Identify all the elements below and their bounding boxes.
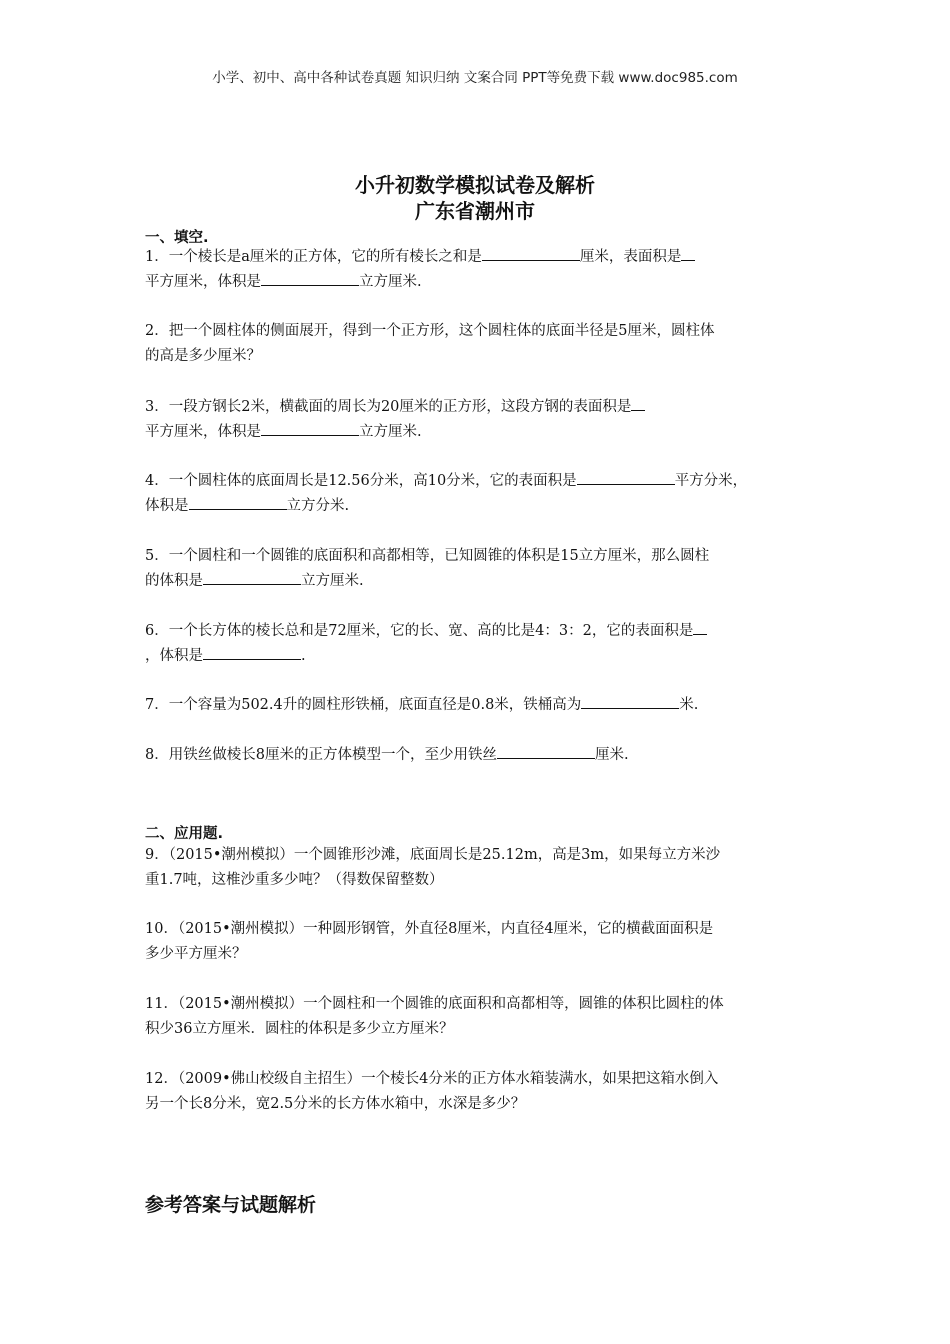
question-line: 体积是 立方分米. — [145, 494, 817, 519]
question-line: 的高是多少厘米？ — [145, 348, 261, 364]
question-line: 积少36立方厘米．圆柱的体积是多少立方厘米？ — [145, 1021, 454, 1037]
answer-blank[interactable] — [482, 246, 580, 261]
answer-blank[interactable] — [203, 645, 301, 660]
answer-blank[interactable] — [681, 246, 695, 261]
question-9 — [145, 843, 817, 893]
question-5 — [145, 544, 817, 594]
question-10 — [145, 917, 817, 967]
question-3 — [145, 395, 817, 445]
question-8 — [145, 743, 817, 768]
question-line: 7．一个容量为502.4升的圆柱形铁桶，底面直径是0.8米，铁桶高为 米. — [145, 693, 817, 718]
question-line: 9．（2015•潮州模拟）一个圆锥形沙滩，底面周长是25.12m，高是3m，如果每立方米沙 — [145, 847, 721, 863]
question-line: 平方厘米，体积是 立方厘米. — [145, 420, 817, 445]
answer-blank[interactable] — [577, 470, 675, 485]
answers-heading: 参考答案与试题解析 — [145, 1194, 317, 1216]
page-subtitle: 广东省潮州市 — [415, 199, 535, 223]
answer-blank[interactable] — [203, 570, 301, 585]
question-line: 2．把一个圆柱体的侧面展开，得到一个正方形，这个圆柱体的底面半径是5厘米，圆柱体 — [145, 323, 715, 339]
question-line: 平方厘米，体积是 立方厘米. — [145, 270, 817, 295]
section-heading-fill-in: 一、填空. — [145, 230, 209, 246]
question-line: 另一个长8分米，宽2.5分米的长方体水箱中，水深是多少？ — [145, 1096, 526, 1112]
question-7 — [145, 693, 817, 718]
answer-blank[interactable] — [261, 271, 359, 286]
question-line: 12．（2009•佛山校级自主招生）一个棱长4分米的正方体水箱装满水，如果把这箱水倒入 — [145, 1071, 719, 1087]
question-line: 1．一个棱长是a厘米的正方体，它的所有棱长之和是 厘米，表面积是 — [145, 245, 817, 270]
answer-blank[interactable] — [581, 694, 679, 709]
question-line: 10．（2015•潮州模拟）一种圆形钢管，外直径8厘米，内直径4厘米，它的横截面面积是 — [145, 921, 714, 937]
answer-blank[interactable] — [497, 744, 595, 759]
question-line: ，体积是 . — [145, 644, 817, 669]
question-line: 6．一个长方体的棱长总和是72厘米，它的长、宽、高的比是4：3：2，它的表面积是 — [145, 619, 817, 644]
question-line: 重1.7吨，这椎沙重多少吨？（得数保留整数） — [145, 872, 444, 888]
question-11 — [145, 992, 817, 1042]
question-line: 5．一个圆柱和一个圆锥的底面积和高都相等，已知圆锥的体积是15立方厘米，那么圆柱 — [145, 548, 710, 564]
answer-blank[interactable] — [631, 396, 645, 411]
question-line: 的体积是 立方厘米. — [145, 569, 817, 594]
page-title: 小升初数学模拟试卷及解析 — [355, 173, 595, 197]
answer-blank[interactable] — [261, 421, 359, 436]
site-banner: 小学、初中、高中各种试卷真题 知识归纳 文案合同 PPT等免费下载 www.doc985.com — [212, 70, 738, 86]
question-line: 11．（2015•潮州模拟）一个圆柱和一个圆锥的底面积和高都相等，圆锥的体积比圆柱的体 — [145, 996, 724, 1012]
question-6 — [145, 619, 817, 669]
question-line: 3．一段方钢长2米，横截面的周长为20厘米的正方形，这段方钢的表面积是 — [145, 395, 817, 420]
answer-blank[interactable] — [189, 495, 287, 510]
question-line: 8．用铁丝做棱长8厘米的正方体模型一个，至少用铁丝 厘米. — [145, 743, 817, 768]
question-line: 多少平方厘米？ — [145, 946, 247, 962]
question-4 — [145, 469, 817, 519]
answer-blank[interactable] — [693, 620, 707, 635]
section-heading-applications: 二、应用题. — [145, 826, 224, 842]
question-1 — [145, 245, 817, 295]
question-line: 4．一个圆柱体的底面周长是12.56分米，高10分米，它的表面积是 平方分米， — [145, 469, 817, 494]
question-2 — [145, 319, 817, 369]
question-12 — [145, 1067, 817, 1117]
